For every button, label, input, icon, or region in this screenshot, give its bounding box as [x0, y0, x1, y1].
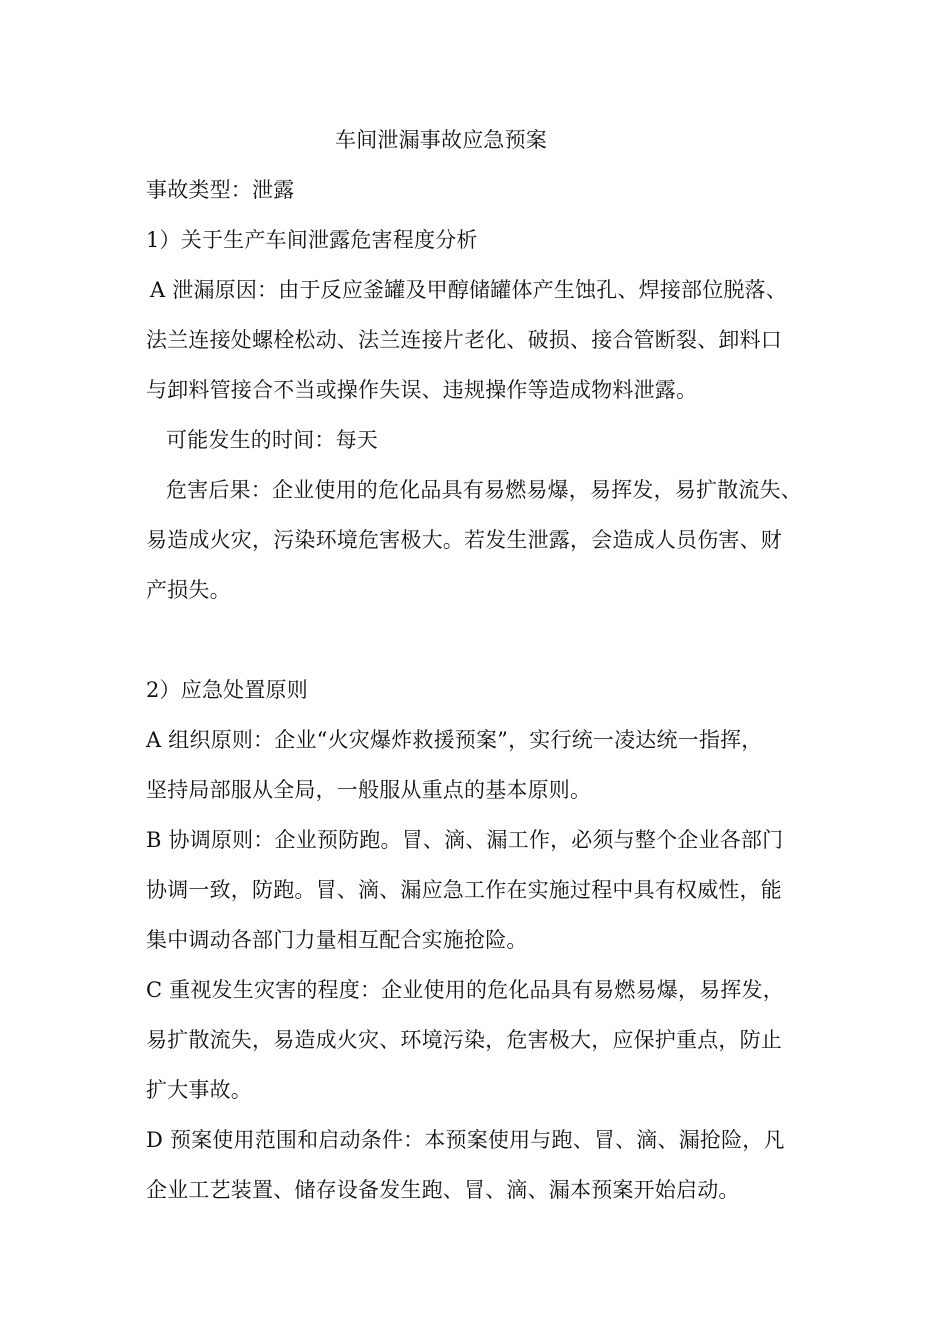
- section2-heading: 2）应急处置原则: [146, 678, 308, 702]
- principle-b-line-2: 协调一致，防跑。冒、滴、漏应急工作在实施过程中具有权威性，能: [146, 878, 782, 902]
- section1-heading: 1）关于生产车间泄露危害程度分析: [146, 228, 478, 252]
- principle-a-line-2: 坚持局部服从全局，一般服从重点的基本原则。: [146, 778, 592, 802]
- principle-c-line-2: 易扩散流失，易造成火灾、环境污染，危害极大，应保护重点，防止: [146, 1028, 782, 1052]
- cause-line-3: 与卸料管接合不当或操作失误、违规操作等造成物料泄露。: [146, 378, 698, 402]
- cause-line-1: A 泄漏原因：由于反应釜罐及甲醇储罐体产生蚀孔、焊接部位脱落、: [150, 278, 788, 302]
- principle-d-line-2: 企业工艺装置、储存设备发生跑、冒、滴、漏本预案开始启动。: [146, 1178, 740, 1202]
- principle-b-line-1: B 协调原则：企业预防跑。冒、滴、漏工作，必须与整个企业各部门: [146, 828, 784, 852]
- document-title: 车间泄漏事故应急预案: [335, 128, 547, 152]
- principle-d-line-1: D 预案使用范围和启动条件：本预案使用与跑、冒、滴、漏抢险，凡: [146, 1128, 785, 1152]
- principle-c-line-3: 扩大事故。: [146, 1078, 252, 1102]
- accident-type-line: 事故类型：泄露: [146, 178, 295, 202]
- harm-line-2: 易造成火灾，污染环境危害极大。若发生泄露，会造成人员伤害、财: [146, 528, 782, 552]
- cause-line-2: 法兰连接处螺栓松动、法兰连接片老化、破损、接合管断裂、卸料口: [146, 328, 782, 352]
- principle-b-line-3: 集中调动各部门力量相互配合实施抢险。: [146, 928, 528, 952]
- time-line: 可能发生的时间：每天: [166, 428, 378, 452]
- principle-c-line-1: C 重视发生灾害的程度：企业使用的危化品具有易燃易爆，易挥发，: [146, 978, 784, 1002]
- harm-line-3: 产损失。: [146, 578, 231, 602]
- principle-a-line-1: A 组织原则：企业“火灾爆炸救援预案”，实行统一凌达统一指挥，: [146, 728, 763, 752]
- harm-line-1: 危害后果：企业使用的危化品具有易燃易爆，易挥发，易扩散流失、: [166, 478, 802, 502]
